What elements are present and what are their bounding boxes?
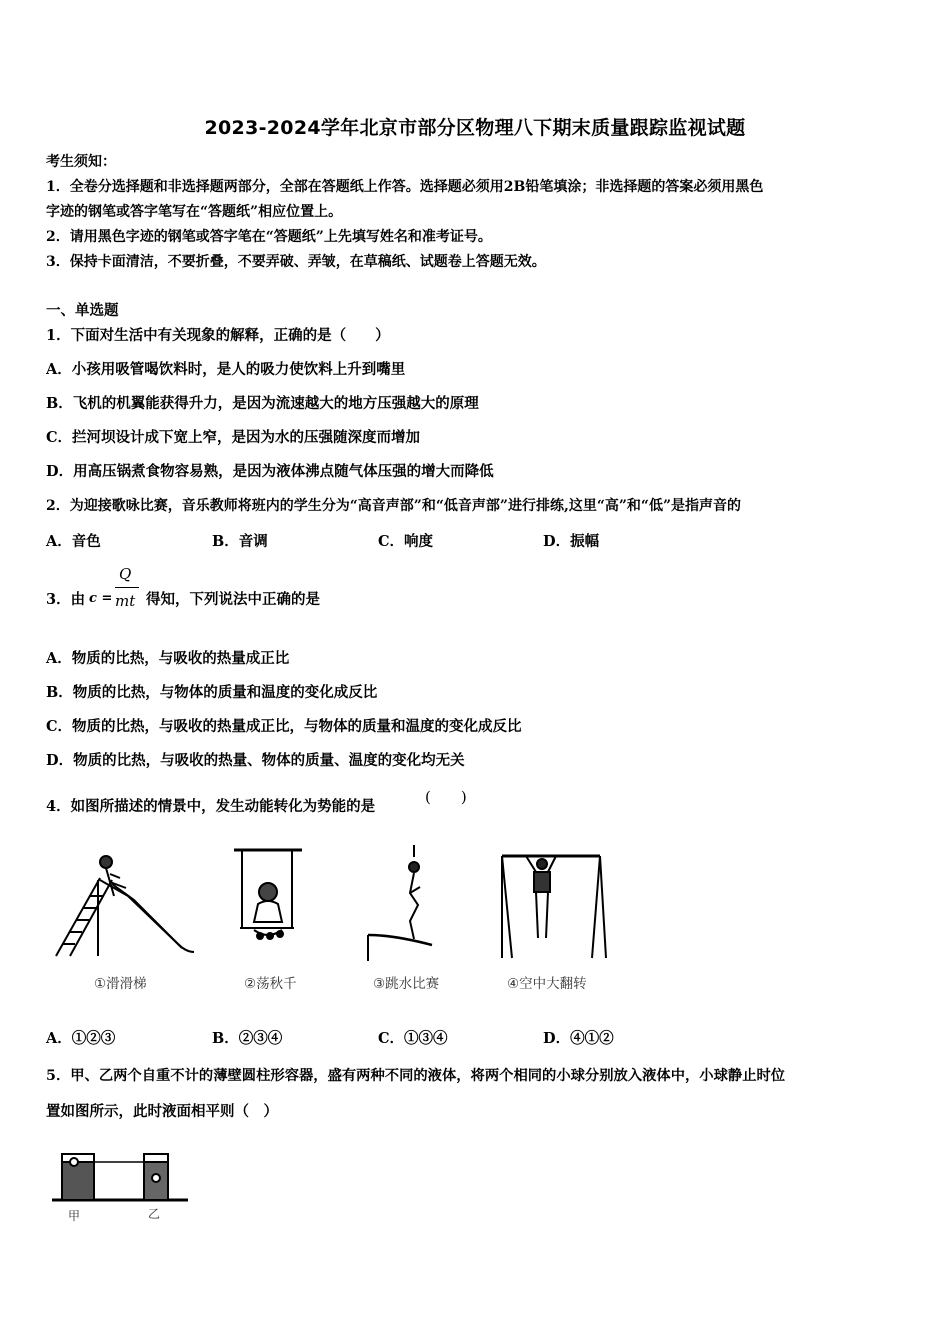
formula-numerator: Q (119, 565, 132, 583)
question-1-option-b: B．飞机的机翼能获得升力，是因为流速越大的地方压强越大的原理 (46, 395, 479, 412)
question-2-option-b: B．音调 (212, 533, 268, 550)
container-label-jia: 甲 (68, 1209, 81, 1223)
page-title: 2023-2024学年北京市部分区物理八下期末质量跟踪监视试题 (204, 117, 746, 139)
question-3-option-b: B．物质的比热，与物体的质量和温度的变化成反比 (46, 684, 378, 701)
notice-item: 字迹的钢笔或答字笔写在“答题纸”相应位置上。 (46, 204, 343, 220)
figure-caption-gymnastics: ④空中大翻转 (507, 976, 587, 992)
question-3-stem-prefix: 3．由 (46, 591, 86, 608)
question-4-option-b: B．②③④ (212, 1030, 283, 1047)
question-2-option-a: A．音色 (46, 533, 101, 550)
figure-caption-diving: ③跳水比赛 (373, 976, 440, 992)
question-4-option-d: D．④①② (543, 1030, 614, 1047)
figure-caption-slide: ①滑滑梯 (94, 976, 147, 992)
question-4-option-c: C．①③④ (378, 1030, 448, 1047)
notice-item: 2．请用黑色字迹的钢笔或答字笔在“答题纸”上先填写姓名和准考证号。 (46, 229, 492, 245)
notice-item: 1．全卷分选择题和非选择题两部分，全部在答题纸上作答。选择题必须用2B铅笔填涂；非选择题的答案必须用黑色 (46, 179, 764, 195)
fraction-bar (115, 587, 139, 588)
formula-denominator: mt (115, 592, 136, 610)
question-2-option-d: D．振幅 (543, 533, 600, 550)
notice-heading: 考生须知： (46, 154, 116, 170)
question-1-option-d: D．用高压锅煮食物容易熟，是因为液体沸点随气体压强的增大而降低 (46, 463, 494, 480)
formula-lhs: c = (89, 591, 113, 606)
question-2-stem: 2．为迎接歌咏比赛，音乐教师将班内的学生分为“高音声部”和“低音声部”进行排练,这里“高”和“低”是指声音的 (46, 498, 742, 514)
question-4-option-a: A．①②③ (46, 1030, 116, 1047)
notice-item: 3．保持卡面清洁，不要折叠，不要弄破、弄皱，在草稿纸、试题卷上答题无效。 (46, 254, 546, 270)
answer-paren: ( ) (425, 788, 467, 806)
question-1-option-c: C．拦河坝设计成下宽上窄，是因为水的压强随深度而增加 (46, 429, 421, 446)
question-5-stem-line2: 置如图所示，此时液面相平则（ ） (46, 1103, 278, 1120)
figure-caption-swing: ②荡秋千 (244, 976, 297, 992)
question-4-stem: 4．如图所描述的情景中，发生动能转化为势能的是 (46, 798, 376, 815)
question-1-stem: 1．下面对生活中有关现象的解释，正确的是（ ） (46, 327, 390, 344)
question-3-option-c: C．物质的比热，与吸收的热量成正比，与物体的质量和温度的变化成反比 (46, 718, 522, 735)
question-1-option-a: A．小孩用吸管喝饮料时，是人的吸力使饮料上升到嘴里 (46, 361, 406, 378)
question-2-option-c: C．响度 (378, 533, 434, 550)
question-3-option-a: A．物质的比热，与吸收的热量成正比 (46, 650, 290, 667)
question-3-option-d: D．物质的比热，与吸收的热量、物体的质量、温度的变化均无关 (46, 752, 465, 769)
container-label-yi: 乙 (148, 1207, 161, 1221)
question-5-stem-line1: 5．甲、乙两个自重不计的薄壁圆柱形容器，盛有两种不同的液体，将两个相同的小球分别放入液体中，小球静止时位 (46, 1068, 786, 1084)
section-heading: 一、单选题 (46, 302, 119, 319)
question-3-stem-suffix: 得知，下列说法中正确的是 (146, 591, 320, 608)
